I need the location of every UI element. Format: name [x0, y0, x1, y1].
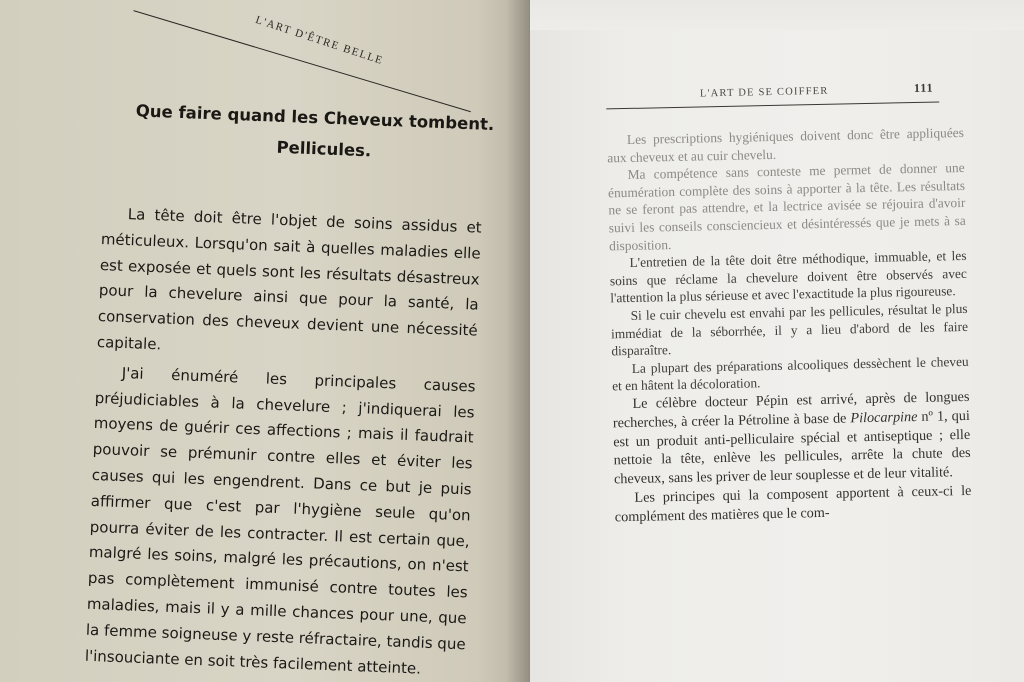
italic-product-name: Pilocarpine: [850, 408, 918, 427]
left-paragraph-2: J'ai énuméré les principales causes préjudiciables à la chevelure ; j'indiquerai les moyens de guérir ces affections ; mais il faudrait pouvoir se prémunir contre elles et éviter les causes qui les engendrent. Dans ce but je puis affirmer que c'est par l'hygiène seule qu'on pourra éviter de les contracter. Il est certain que, malgré les soins, malgré les précautions, on n'est pas complètement immunisé contre toutes les maladies, mais il y a mille chances pour une, que la femme soigneuse y reste réfractaire, tandis que l'insouciante en soit très facilement atteinte.: [84, 363, 476, 678]
right-paragraph-6: Le célèbre docteur Pépin est arrivé, après de longues recherches, à créer la Pétroline à base de Pilocarpine nº 1, qui est un produit anti-pelliculaire spécial et antiseptique ; elle nettoie la tête, enlève les pellicules, arrête la chute des cheveux, sans les priver de leur souplesse et de leur vitalité.: [612, 388, 971, 488]
left-body-text: [84, 201, 482, 682]
right-paragraph-4: Si le cuir chevelu est envahi par les pellicules, résultat le plus immédiat de la séborrhée, il y a lieu d'abord de les faire disparaître.: [610, 300, 969, 359]
chapter-title-line-1: Que faire quand les Cheveux tombent.: [135, 101, 495, 135]
right-header-rule: [606, 101, 939, 109]
chapter-title-line-2: Pellicules.: [276, 137, 372, 161]
right-paragraph-5: La plupart des préparations alcooliques dessèchent le cheveu et en hâtent la décoloration.: [611, 353, 969, 394]
page-number: 111: [913, 80, 934, 95]
right-paragraph-2: Ma compétence sans conteste me permet de donner une énumération complète des soins à apporter à la tête. Les résultats ne se feront pas attendre, et la lectrice avisée se réjouira d'avoir suivi les conseils consciencieux et désintéressés que je mets à sa disposition.: [607, 160, 966, 253]
right-running-head: L'ART DE SE COIFFER: [699, 85, 829, 100]
right-page: [530, 0, 1024, 682]
right-paragraph-3: L'entretien de la tête doit être méthodique, immuable, et les soins que réclame la chevelure doivent être observés avec l'attention la plus sérieuse et avec l'exactitude la plus rigoureuse.: [609, 248, 967, 306]
right-page-content: [530, 0, 1024, 682]
chapter-title: [134, 95, 495, 170]
left-running-head: L'ART D'ÊTRE BELLE: [253, 13, 385, 68]
right-paragraph-7: Les principes qui la composent apportent à ceux-ci le complément des matières que le com-: [614, 482, 972, 526]
right-paragraph-1: Les prescriptions hygiéniques doivent donc être appliquées aux cheveux et au cuir chevelu.: [607, 124, 965, 166]
right-body-text: [607, 124, 972, 527]
left-paragraph-1: La tête doit être l'objet de soins assidus et méticuleux. Lorsqu'on sait à quelles maladies elle est exposée et quels sont les résultats désastreux pour la chevelure ainsi que pour la santé, la conservation des cheveux devient une nécessité capitale.: [96, 205, 482, 354]
